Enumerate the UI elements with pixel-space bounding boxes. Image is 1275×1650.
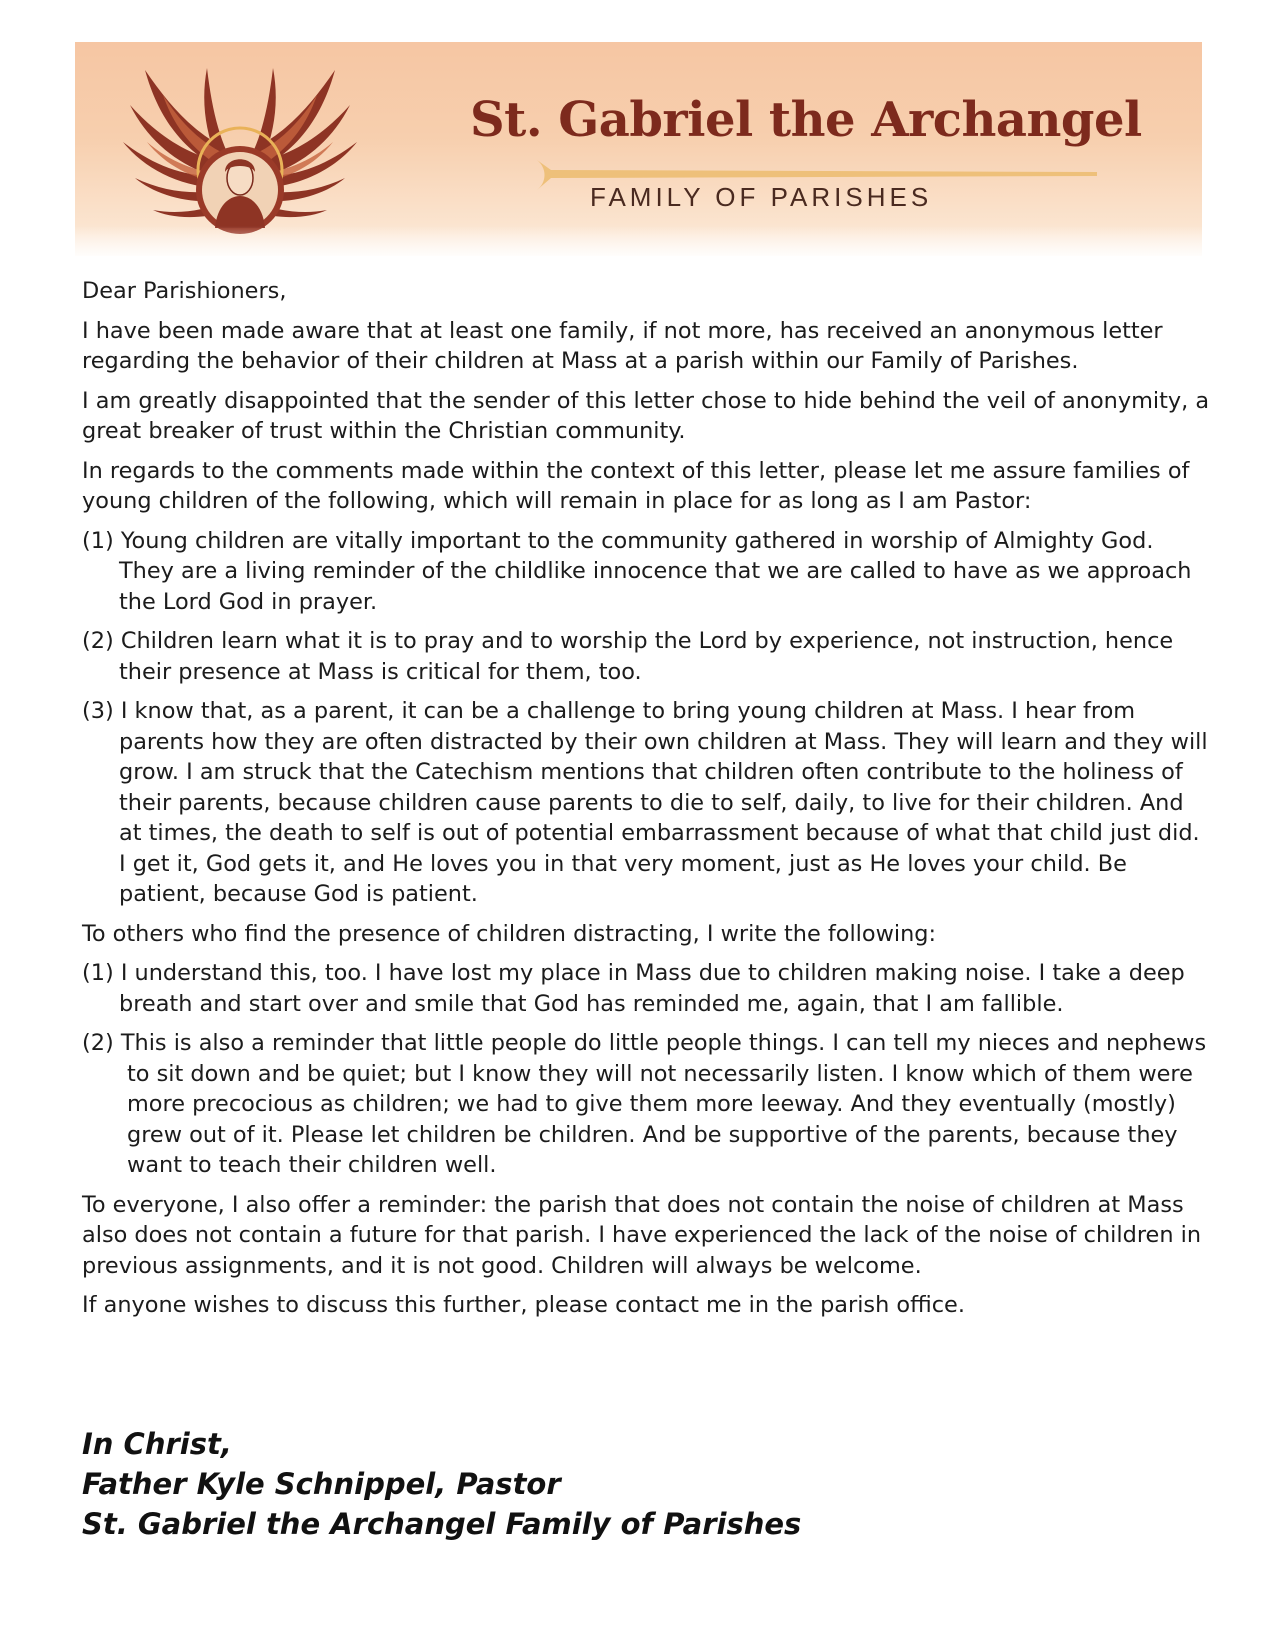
- signer-organization: St. Gabriel the Archangel Family of Parishes: [82, 1507, 802, 1541]
- families-point: (3) I know that, as a parent, it can be a challenge to bring young children at Mass. I hear from parents how they are often distracted by their own children at Mass. They will learn and they will grow. I am struck that the Catechism mentions that children often contribute to the holiness of their parents, because children cause parents to die to self, daily, to live for their children. And at times, the death to self is out of potential embarrassment because of what that child just did. I get it, God gets it, and He loves you in that very moment, just as He loves your child. Be patient, because God is patient.: [82, 698, 1208, 907]
- archangel-winged-medallion-icon: [105, 50, 375, 250]
- header-banner: [75, 42, 1202, 256]
- families-point: (1) Young children are vitally important to the community gathered in worship of Almighty God. They are a living reminder of the childlike innocence that we are called to have as we approach the Lord God in prayer.: [82, 527, 1192, 615]
- intro-paragraph: I have been made aware that at least one family, if not more, has received an anonymous letter regarding the behavior of their children at Mass at a parish within our Family of Parishes.: [82, 317, 1163, 374]
- others-point: (1) I understand this, too. I have lost my place in Mass due to children making noise. I take a deep breath and start over and smile that God has reminded me, again, that I am fallible.: [82, 960, 1185, 1017]
- reminder-paragraph: To everyone, I also offer a reminder: the parish that does not contain the noise of children at Mass also does not contain a future for that parish. I have experienced the lack of the noise of children in previous assignments, and it is not good. Children will always be welcome.: [82, 1191, 1202, 1279]
- intro-paragraph: I am greatly disappointed that the sender of this letter chose to hide behind the veil of anonymity, a great breaker of trust within the Christian community.: [82, 387, 1210, 444]
- parish-subtitle: FAMILY OF PARISHES: [590, 182, 933, 212]
- signature-block: [82, 1424, 1210, 1544]
- intro-paragraph: In regards to the comments made within the context of this letter, please let me assure families of young children of the following, which will remain in place for as long as I am Pastor:: [82, 457, 1190, 514]
- parish-title: St. Gabriel the Archangel: [470, 92, 1142, 148]
- signer-name: Father Kyle Schnippel, Pastor: [82, 1467, 561, 1501]
- contact-paragraph: If anyone wishes to discuss this further, please contact me in the parish office.: [82, 1292, 965, 1318]
- others-point: (2) This is also a reminder that little people do little people things. I can tell my nieces and nephews to sit down and be quiet; but I know they will not necessarily listen. I know which of them were more precocious as children; we had to give them more leeway. And they eventually (mostly) grew out of it. Please let children be children. And be supportive of the parents, because they want to teach their children well.: [82, 1030, 1207, 1178]
- others-intro: To others who find the presence of children distracting, I write the following:: [82, 920, 937, 947]
- closing-line: In Christ,: [82, 1427, 232, 1461]
- families-point: (2) Children learn what it is to pray and to worship the Lord by experience, not instruction, hence their presence at Mass is critical for them, too.: [82, 628, 1174, 685]
- salutation: Dear Parishioners,: [82, 278, 287, 304]
- letter-body: [82, 276, 1210, 1330]
